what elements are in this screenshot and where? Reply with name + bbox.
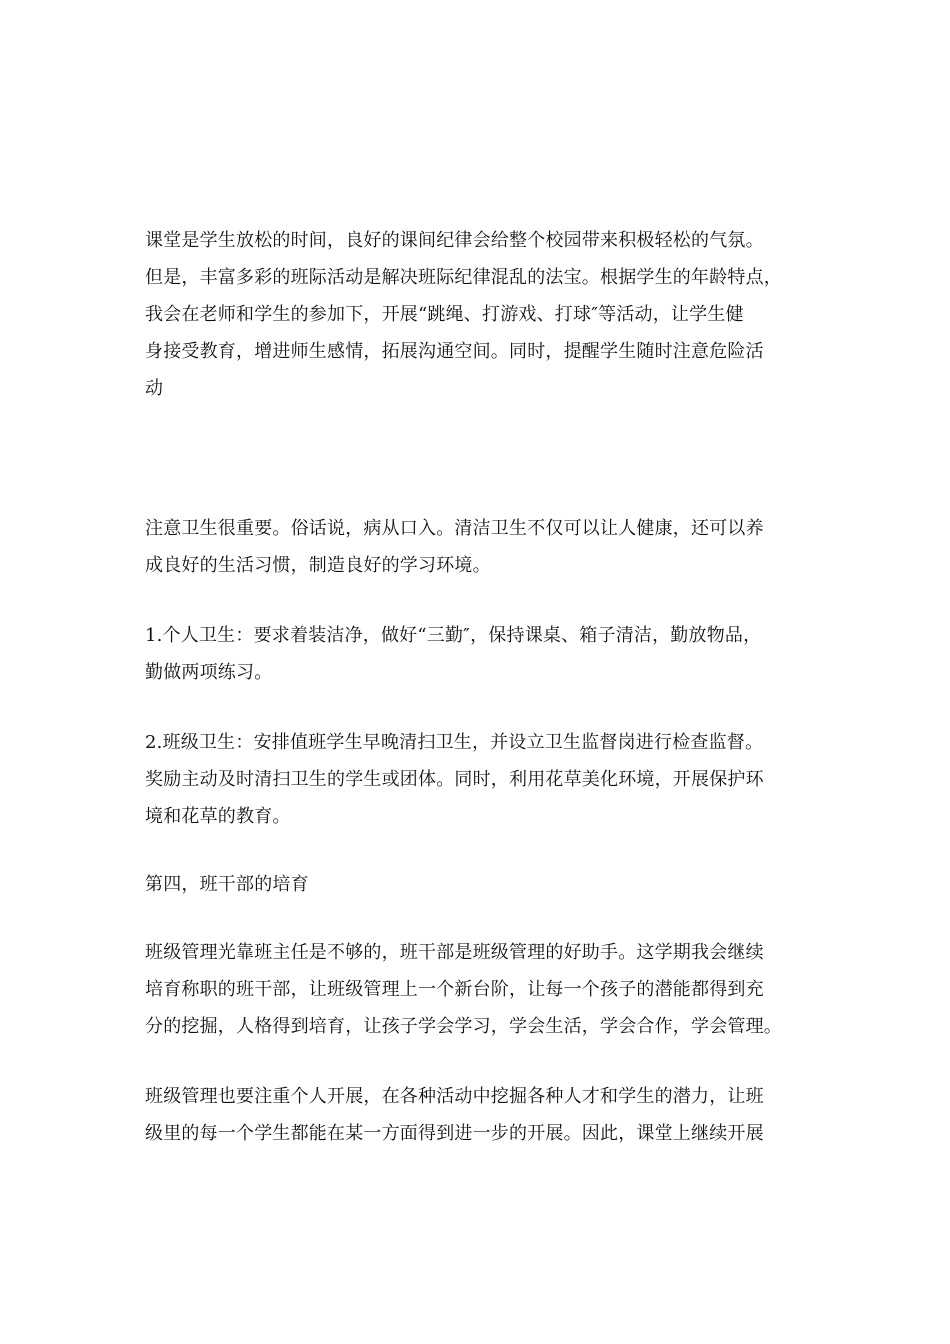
paragraph-individual-development (145, 1078, 815, 1152)
text-line: 勤做两项练习。 (145, 662, 273, 683)
text-line: 课堂是学生放松的时间，良好的课间纪律会给整个校园带来积极轻松的气氛。 (145, 230, 764, 251)
paragraph-class-break-activities (145, 222, 815, 407)
text-line: 培育称职的班干部，让班级管理上一个新台阶，让每一个孩子的潜能都得到充 (145, 979, 764, 1000)
text-line: 成良好的生活习惯，制造良好的学习环境。 (145, 555, 491, 576)
paragraph-personal-hygiene (145, 617, 815, 691)
text-line: 境和花草的教育。 (145, 806, 291, 827)
text-line: 但是，丰富多彩的班际活动是解决班际纪律混乱的法宝。根据学生的年龄特点， (145, 267, 782, 288)
text-line: 分的挖掘，人格得到培育，让孩子学会学习，学会生活，学会合作，学会管理。 (145, 1016, 782, 1037)
text-line: 级里的每一个学生都能在某一方面得到进一步的开展。因此，课堂上继续开展 (145, 1123, 764, 1144)
text-line: 班级管理光靠班主任是不够的，班干部是班级管理的好助手。这学期我会继续 (145, 942, 764, 963)
text-line: 动 (145, 378, 164, 399)
text-line: 奖励主动及时清扫卫生的学生或团体。同时，利用花草美化环境，开展保护环 (145, 769, 764, 790)
text-line: 班级管理也要注重个人开展，在各种活动中挖掘各种人才和学生的潜力，让班 (145, 1086, 764, 1107)
text-line: 第四，班干部的培育 (145, 874, 309, 895)
paragraph-hygiene-intro (145, 510, 815, 584)
text-line: 注意卫生很重要。俗话说，病从口入。清洁卫生不仅可以让人健康，还可以养 (145, 518, 764, 539)
text-line: 1.个人卫生：要求着装洁净，做好“三勤″，保持课桌、箱子清洁，勤放物品， (145, 625, 762, 646)
paragraph-class-hygiene (145, 724, 815, 835)
text-line: 我会在老师和学生的参加下，开展“跳绳、打游戏、打球″等活动，让学生健 (145, 304, 744, 325)
text-line: 身接受教育，增进师生感情，拓展沟通空间。同时，提醒学生随时注意危险活 (145, 341, 764, 362)
paragraph-cadre-training (145, 934, 815, 1045)
text-line: 2.班级卫生：安排值班学生早晚清扫卫生，并设立卫生监督岗进行检查监督。 (145, 732, 764, 753)
section-heading-class-cadres (145, 866, 815, 903)
